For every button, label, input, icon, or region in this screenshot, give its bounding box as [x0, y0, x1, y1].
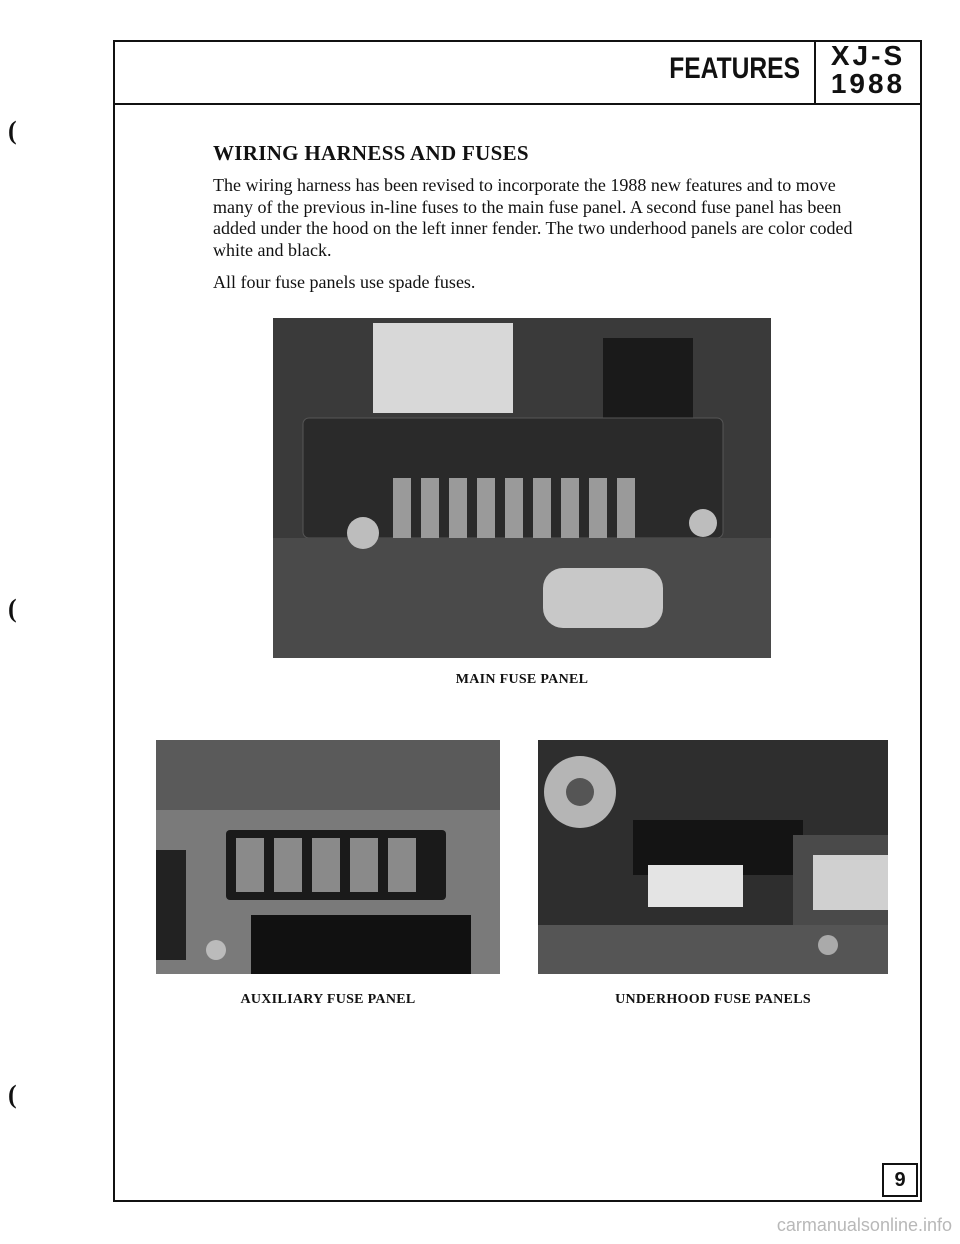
- header-rule: [113, 103, 922, 105]
- auxiliary-fuse-panel-image: [156, 740, 500, 974]
- main-fuse-panel-image: [273, 318, 771, 658]
- underhood-fuse-panels-caption: UNDERHOOD FUSE PANELS: [615, 992, 811, 1007]
- margin-mark: (: [8, 116, 17, 145]
- body-paragraph: All four fuse panels use spade fuses.: [213, 272, 476, 292]
- section-heading: WIRING HARNESS AND FUSES: [213, 141, 529, 165]
- main-fuse-panel-caption: MAIN FUSE PANEL: [455, 672, 589, 687]
- underhood-fuse-panels-image: [538, 740, 888, 974]
- body-paragraph: The wiring harness has been revised to incorporate the 1988 new features and to move many of the previous in-line fuses to the main fuse panel. A second fuse panel has been added under the hood on the left inner fender. The two underhood panels are color coded white and black.: [213, 175, 853, 260]
- section-title: FEATURES: [669, 52, 800, 85]
- page-number: 9: [882, 1163, 918, 1197]
- underhood-fuse-panels-photo: [538, 740, 888, 974]
- watermark: carmanualsonline.info: [776, 1215, 952, 1235]
- model-badge: [816, 42, 920, 98]
- model-year: 1988: [830, 68, 906, 99]
- auxiliary-fuse-panel-caption: AUXILIARY FUSE PANEL: [240, 992, 416, 1007]
- model-name: XJ-S: [830, 40, 906, 71]
- auxiliary-fuse-panel-photo: [156, 740, 500, 974]
- main-fuse-panel-photo: [273, 318, 771, 658]
- margin-mark: (: [8, 1080, 17, 1109]
- margin-mark: (: [8, 594, 17, 623]
